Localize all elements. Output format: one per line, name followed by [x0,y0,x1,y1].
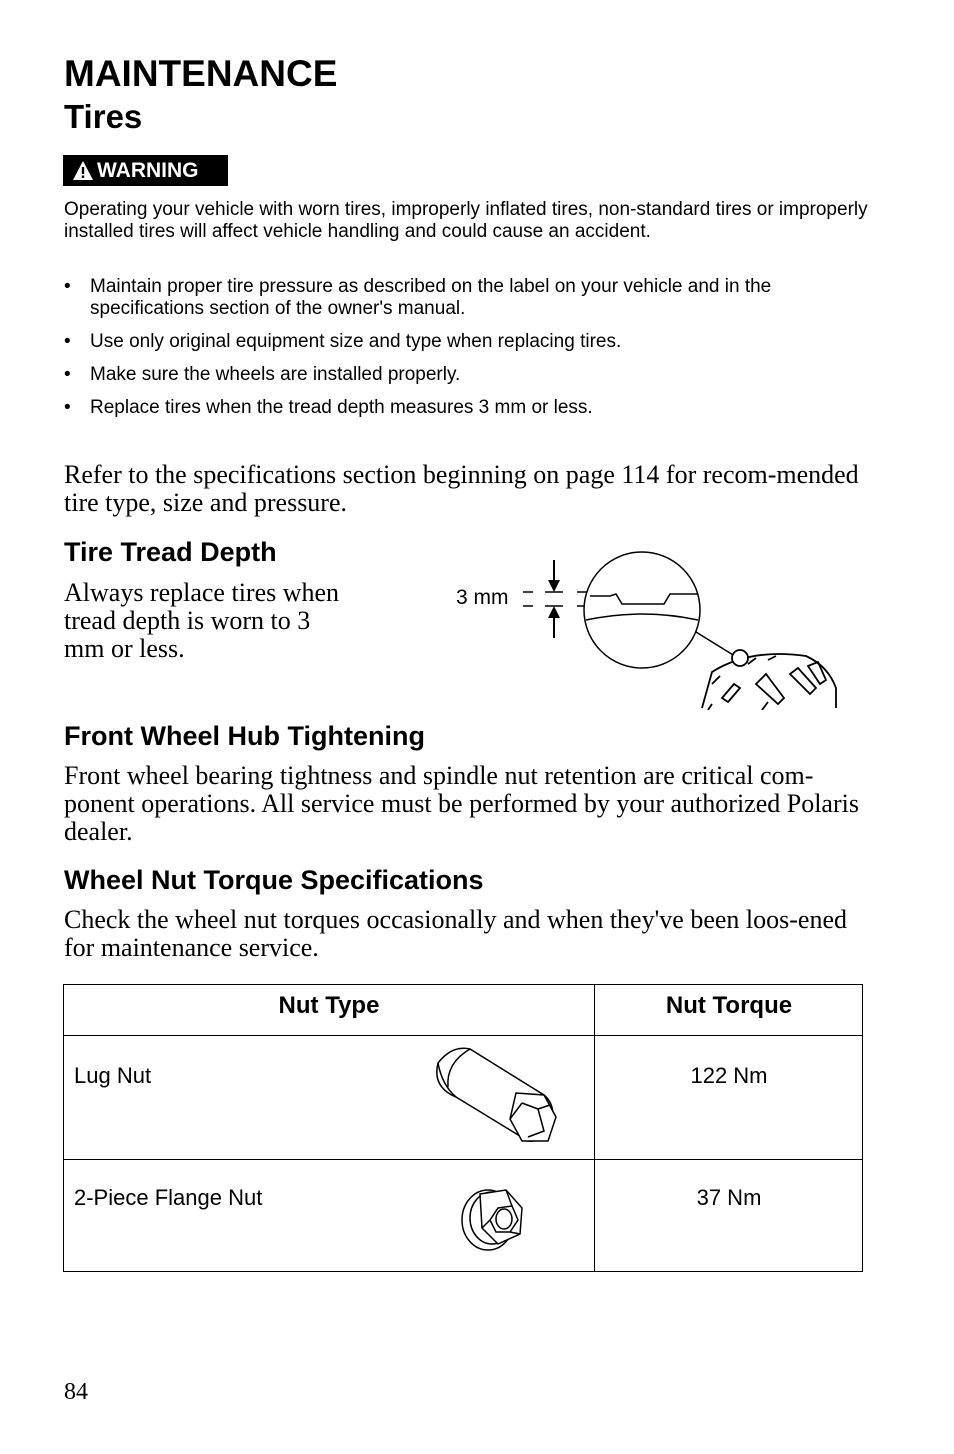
list-item: • Use only original equipment size and type when replacing tires. [64,331,622,352]
nut-torque-cell: 122 Nm [690,1063,768,1088]
warning-bullet-list [64,276,874,430]
warning-text: Operating your vehicle with worn tires, improperly inflated tires, non-standard tires or improperly installed tires will affect vehicle handling and could cause an accident. [64,199,868,242]
torque-heading: Wheel Nut Torque Specifications [64,865,484,895]
page-title: Tires [64,98,143,135]
column-header-nut-type: Nut Type [278,992,380,1019]
tread-depth-heading: Tire Tread Depth [64,537,277,567]
list-item: • Maintain proper tire pressure as described on the label on your vehicle and in the specifications section of the owner's manual. [64,276,772,319]
warning-triangle-icon [72,160,94,181]
lug-nut-icon [426,1043,561,1149]
bullet-text: Replace tires when the tread depth measures 3 mm or less. [90,397,593,418]
section-title: MAINTENANCE [64,53,338,94]
intro-paragraph: Refer to the specifications section beginning on page 114 for recom-mended tire type, size and pressure. [64,460,859,517]
column-divider [594,985,595,1271]
tread-depth-label: 3 mm [456,586,509,609]
hub-heading: Front Wheel Hub Tightening [64,721,425,751]
flange-nut-icon [458,1178,530,1254]
tread-depth-text: Always replace tires when tread depth is worn to 3 mm or less. [64,578,340,663]
torque-table [63,984,863,1272]
bullet-text: Use only original equipment size and type when replacing tires. [90,331,622,352]
nut-type-cell: 2-Piece Flange Nut [74,1185,263,1210]
nut-type-cell: Lug Nut [74,1063,152,1088]
page-number: 84 [64,1379,88,1405]
row-divider [64,1035,862,1036]
list-item: • Make sure the wheels are installed properly. [64,364,461,385]
hub-text: Front wheel bearing tightness and spindle nut retention are critical com-ponent operations. All service must be performed by your authorized Polaris dealer. [64,761,859,846]
nut-torque-cell: 37 Nm [696,1185,762,1210]
warning-label: WARNING [97,159,199,182]
bullet-text: Make sure the wheels are installed properly. [90,364,461,385]
tread-depth-diagram [450,548,840,710]
measurement-arrows-icon [548,560,560,638]
warning-badge [63,155,228,186]
list-item: • Replace tires when the tread depth measures 3 mm or less. [64,397,593,418]
magnified-tread-icon [584,552,700,668]
column-header-nut-torque: Nut Torque [665,992,793,1019]
bullet-text: Maintain proper tire pressure as described on the label on your vehicle and in the specifications section of the owner's manual. [90,276,772,319]
row-divider [64,1159,862,1160]
tire-icon [702,650,836,710]
torque-text: Check the wheel nut torques occasionally and when they've been loos-ened for maintenance service. [64,905,847,962]
